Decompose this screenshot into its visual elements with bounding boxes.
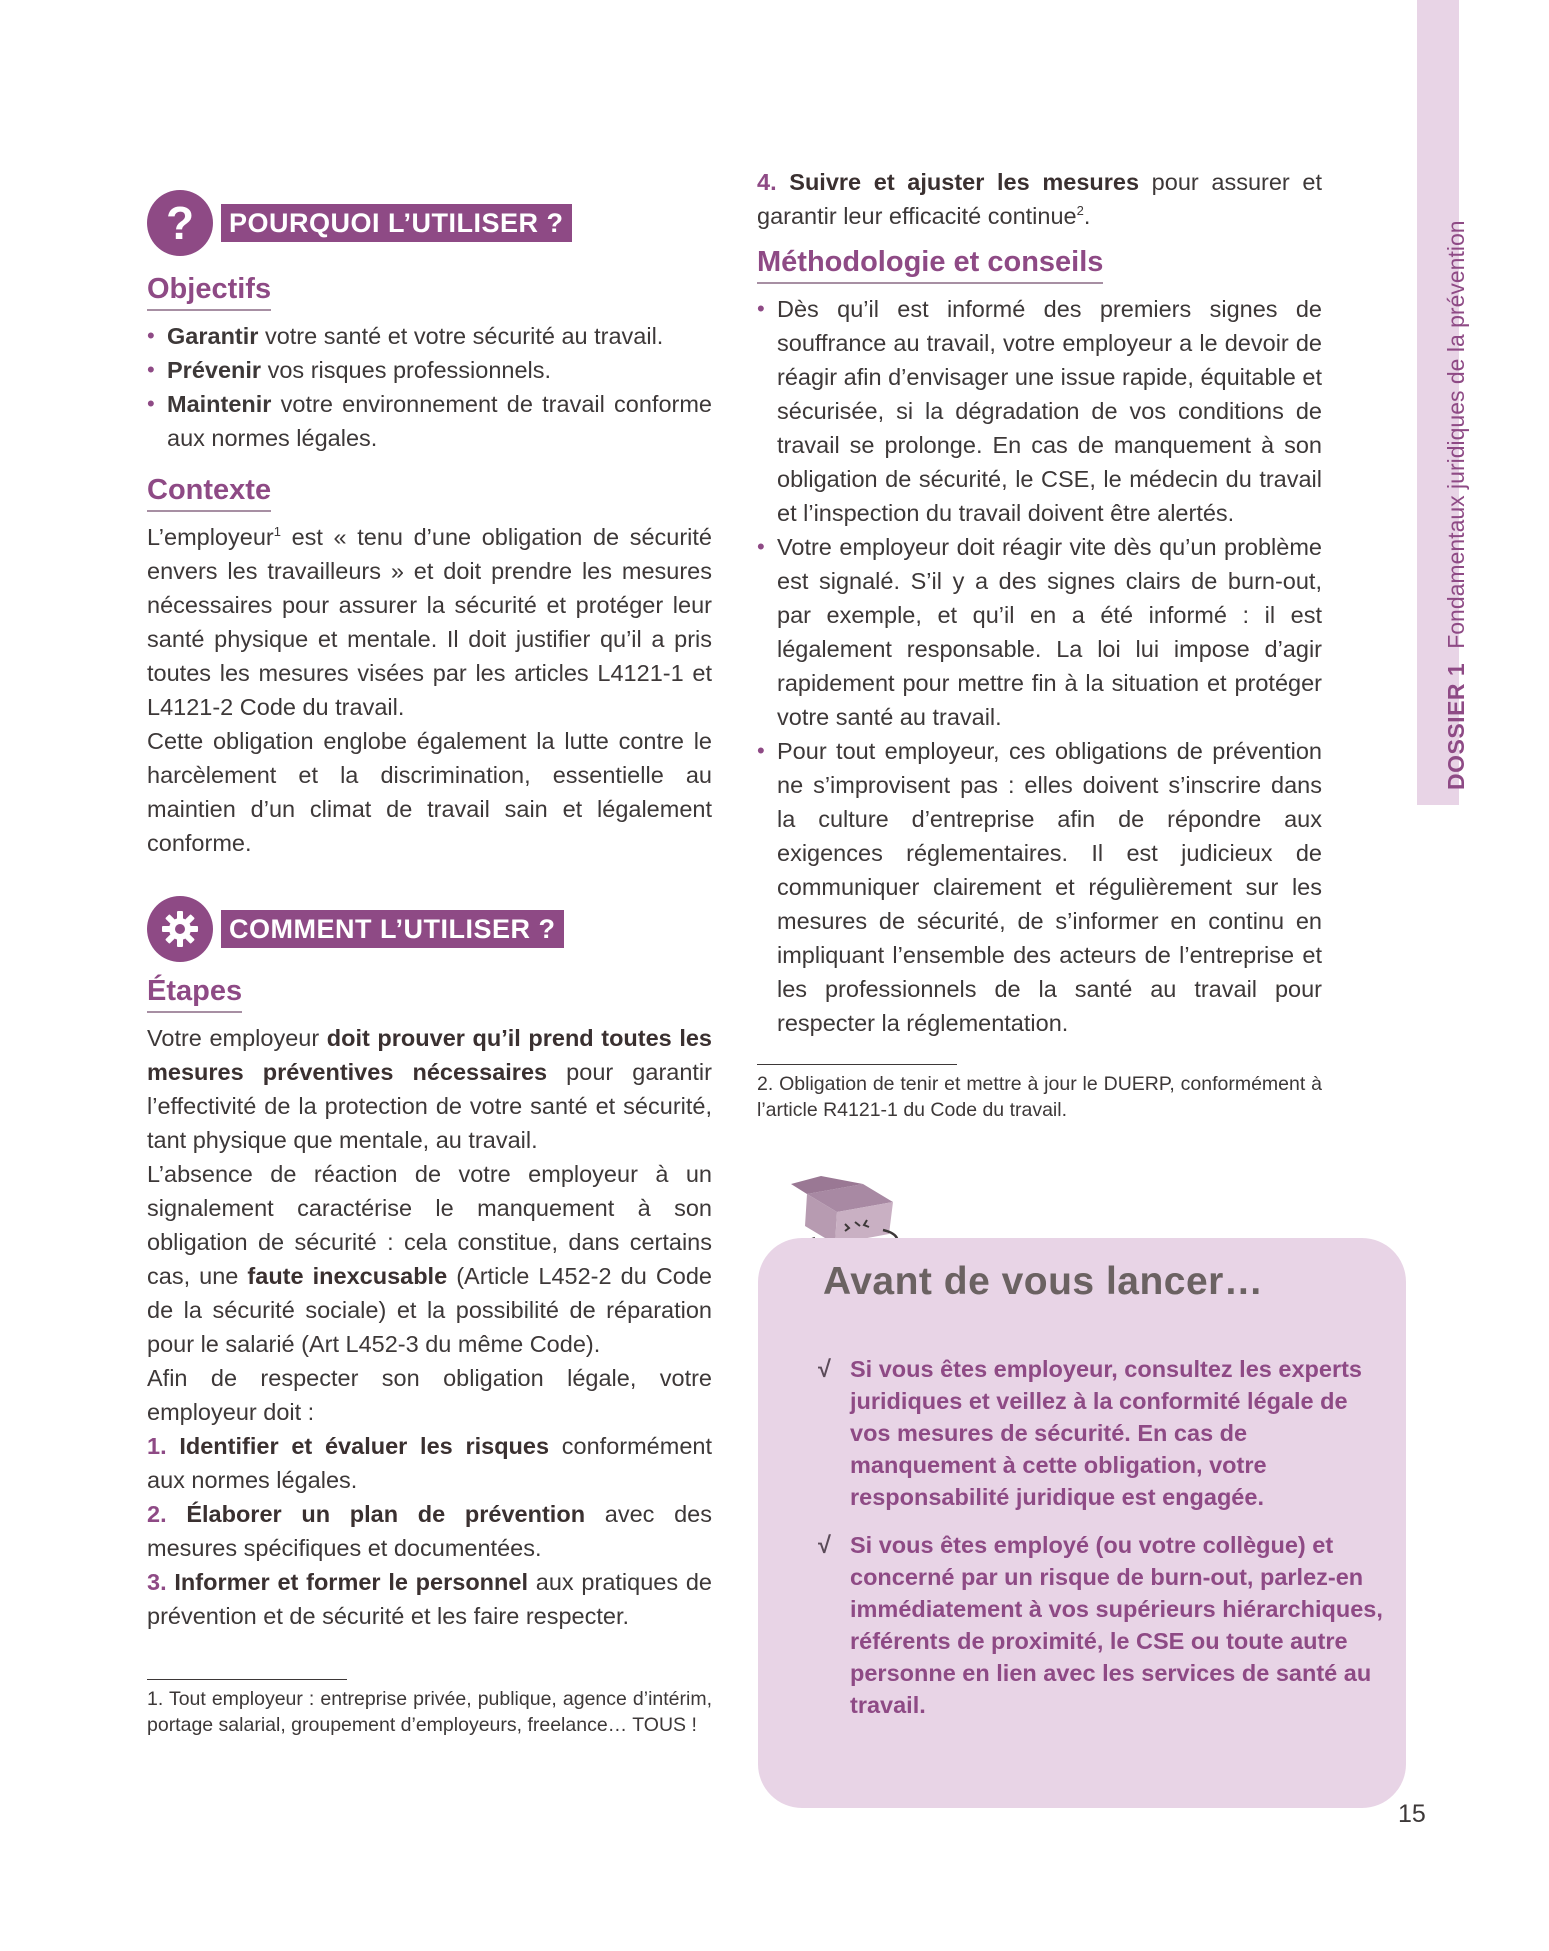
list-item: • Pour tout employeur, ces obligations de prévention ne s’improvisent pas : elles doivent s’inscrire dans la culture d’entreprise afin de répondre aux exigences réglementaires. Il est judicieux de communiquer clairement et régulièrement sur les mesures de sécurité, de s’informer en continu en impliquant l’ensemble des acteurs de l’entreprise et les professionnels de la santé au travail pour respecter la réglementation. [757,734,1322,1040]
contexte-paragraph-2: Cette obligation englobe également la lutte contre le harcèlement et la discrimination, essentielle au maintien d’un climat de travail sain et légalement conforme. [147,728,712,856]
contexte-paragraph [147,520,712,724]
etapes-text: L’absence de réaction de votre employeur à un signalement caractérise le manquement à son obligation de sécurité : cela constitue, dans certains cas, une [147,1161,712,1289]
callout-item-text: Si vous êtes employeur, consultez les experts juridiques et veillez à la conformité légale de vos mesures de sécurité. En cas de manquement à cette obligation, votre responsabilité juridique est engagée. [850,1356,1362,1510]
callout-title: Avant de vous lancer… [823,1260,1264,1303]
step-3 [147,1565,712,1633]
list-item: • Dès qu’il est informé des premiers signes de souffrance au travail, votre employeur a le devoir de réagir afin d’envisager une issue rapide, équitable et sécurisée, si la dégradation de vos conditions de travail se prolonge. En cas de manquement à son obligation de sécurité, le CSE, le médecin du travail et l’inspection du travail doivent être alertés. [757,292,1322,530]
step-bold: Informer et former le personnel [166,1569,528,1595]
footnote-2: 2. Obligation de tenir et mettre à jour le DUERP, conformément à l’article R4121-1 du Code du travail. [757,1073,1322,1121]
item-bold: Garantir [167,323,259,349]
check-icon: √ [818,1356,831,1382]
list-item [147,353,712,387]
callout-item-text: Si vous êtes employé (ou votre collègue) et concerné par un risque de burn-out, parlez-en immédiatement à vos supérieurs hiérarchiques, référents de proximité, le CSE ou toute autre personne en lien avec les services de santé au travail. [850,1532,1383,1718]
etapes-text: pour garantir l’effectivité de la protection de votre santé et sécurité, tant physique que mentale, au travail. [147,1059,712,1153]
item-bold: Maintenir [167,391,272,417]
callout-items [818,1353,1388,1737]
footnote-rule [147,1679,347,1680]
callout-box [758,1238,1406,1808]
step-bold: Élaborer un plan de prévention [166,1501,586,1527]
list-item [147,319,712,353]
left-column [147,190,712,1738]
step-text: aux pratiques de prévention et de sécurité et les faire respecter. [147,1569,712,1629]
methodo-list [757,292,1322,1040]
step-4 [757,165,1322,233]
step-number: 1. [147,1433,167,1459]
callout-item [818,1353,1388,1513]
right-column [757,165,1322,1123]
methodo-heading: Méthodologie et conseils [757,245,1103,284]
step-text: avec des mesures spécifiques et documentées. [147,1501,713,1561]
section-label: Fondamentaux juridiques de la prévention [1443,220,1469,649]
etapes-bold: faute inexcusable [247,1263,448,1289]
step-bold: Identifier et évaluer les risques [166,1433,550,1459]
gear-icon [147,896,213,962]
dossier-label: DOSSIER 1 [1443,662,1469,790]
how-header [147,896,712,962]
item-text: votre environnement de travail conforme aux normes légales. [167,391,712,451]
etapes-text: (Article L452-2 du Code de la sécurité sociale) et la possibilité de réparation pour le salarié (Art L452-3 du même Code). [147,1263,712,1357]
etapes-paragraph-2 [147,1157,712,1361]
item-text: votre santé et votre sécurité au travail. [258,323,664,349]
etapes-paragraph-1 [147,1021,712,1157]
step-2 [147,1497,712,1565]
etapes-bold: doit prouver qu’il prend toutes les mesures préventives nécessaires [147,1025,712,1085]
contexte-text: L’employeur [147,524,274,550]
question-mark-icon: ? [147,190,213,256]
step-text: conformément aux normes légales. [147,1433,712,1493]
how-title: COMMENT L’UTILISER ? [221,910,564,948]
step-number: 3. [147,1569,167,1595]
contexte-heading: Contexte [147,473,271,512]
objectifs-list [147,319,712,455]
step-1 [147,1429,712,1497]
footnote-rule [757,1064,957,1065]
etapes-paragraph-3: Afin de respecter son obligation légale, votre employeur doit : [147,1365,712,1425]
item-bold: Prévenir [167,357,262,383]
footnote-ref: 2 [1076,203,1084,219]
list-item: • Votre employeur doit réagir vite dès qu’un problème est signalé. S’il y a des signes clairs de burn-out, par exemple, et qu’il en a été informé : il est légalement responsable. La loi lui impose d’agir rapidement pour mettre fin à la situation et protéger votre santé au travail. [757,530,1322,734]
step-text: pour assurer et garantir leur efficacité continue [757,169,1322,229]
step-text: . [1083,203,1091,229]
callout-item [818,1529,1388,1721]
footnote-ref: 1 [273,524,281,540]
etapes-heading: Étapes [147,974,242,1013]
page-number: 15 [1398,1800,1426,1828]
why-header [147,190,712,256]
item-text: vos risques professionnels. [261,357,552,383]
step-number: 4. [757,169,777,195]
side-label [1443,220,1470,790]
objectifs-heading: Objectifs [147,272,271,311]
contexte-text: est « tenu d’une obligation de sécurité envers les travailleurs » et doit prendre les mesures nécessaires pour assurer la sécurité et protéger leur santé physique et mentale. Il doit justifier qu’il a pris toutes les mesures visées par les articles L4121-1 et L4121-2 Code du travail. [147,524,712,720]
footnote-1: 1. Tout employeur : entreprise privée, publique, agence d’intérim, portage salarial, groupement d’employeurs, freelance… TOUS ! [147,1688,712,1736]
why-title: POURQUOI L’UTILISER ? [221,204,572,242]
list-item [147,387,712,455]
check-icon: √ [818,1532,831,1558]
step-number: 2. [147,1501,167,1527]
step-bold: Suivre et ajuster les mesures [776,169,1140,195]
etapes-text: Votre employeur [147,1025,327,1051]
